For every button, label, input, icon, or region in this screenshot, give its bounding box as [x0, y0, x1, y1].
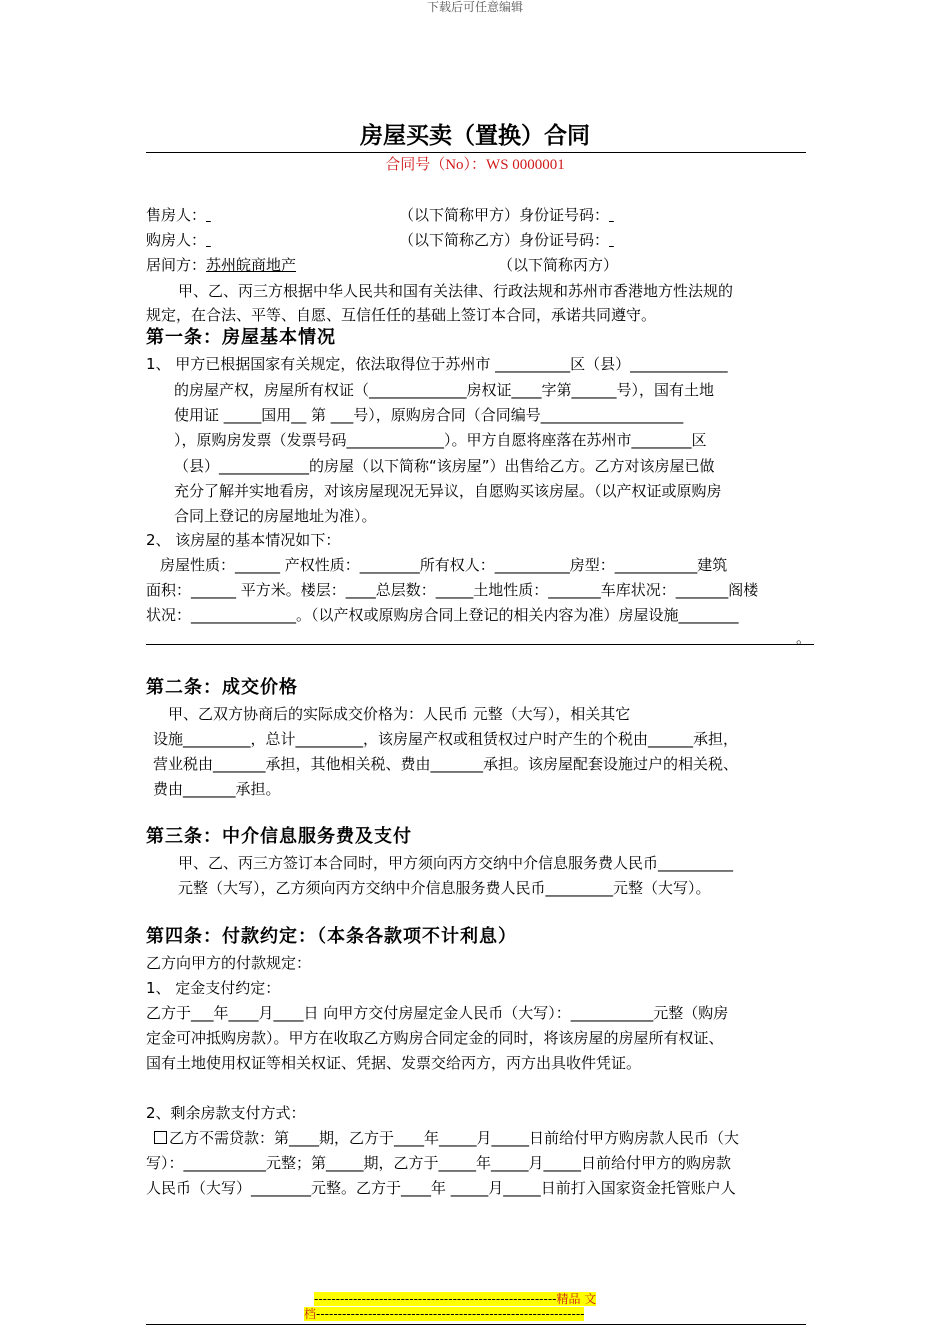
art1-line: 面积：______ 平方米。楼层：____总层数：_____土地性质：_______车库状况：_______阁楼	[146, 581, 759, 599]
art4-line: 人民币（大写）________元整。乙方于____年 _____月_____日前打入国家资金托管账户人	[146, 1179, 736, 1197]
art4-line: 2、剩余房款支付方式：	[146, 1104, 306, 1122]
art1-line: 1、 甲方已根据国家有关规定，依法取得位于苏州市 __________区（县）_____________	[146, 355, 728, 373]
buyer-id-field	[609, 230, 769, 250]
art4-line: 写）：___________元整；第_____期，乙方于_____年_____月_____日前给付甲方的购房款	[146, 1154, 732, 1172]
art1-line: 2、 该房屋的基本情况如下：	[146, 531, 341, 549]
footer-highlight-1: --------------------------------------------------------精品 文	[314, 1292, 597, 1306]
seller-line: 售房人： （以下简称甲方）身份证号码：	[146, 205, 769, 225]
art1-line: 房屋性质：______ 产权性质：________所有权人：__________房型：___________建筑	[160, 556, 728, 574]
intro-line-2: 规定，在合法、平等、自愿、互信任任的基础上签订本合同，承诺共同遵守。	[146, 306, 657, 324]
art1-line-end: 。	[796, 629, 812, 647]
art1-line: 状况：______________。（以产权或原购房合同上登记的相关内容为准）房屋设施________	[146, 606, 739, 624]
art3-line: 甲、乙、丙三方签订本合同时，甲方须向丙方交纳中介信息服务费人民币__________	[178, 854, 734, 872]
art4-line: 定金可冲抵购房款）。甲方在收取乙方购房合同定金的同时，将该房屋的房屋所有权证、	[146, 1029, 724, 1047]
art1-line: 的房屋产权，房屋所有权证（_____________房权证____字第______号），国有土地	[174, 381, 715, 399]
facility-underline	[146, 644, 814, 645]
art1-line: 合同上登记的房屋地址为准）。	[174, 507, 377, 525]
article-4-title: 第四条：付款约定：（本条各款项不计利息）	[146, 926, 517, 947]
contract-number: 合同号（No）：WS 0000001	[385, 157, 565, 173]
art4-line: 乙方向甲方的付款规定：	[146, 954, 312, 972]
article-2-title: 第二条：成交价格	[146, 677, 298, 698]
header-note: 下载后可任意编辑	[426, 0, 523, 14]
footer-rule	[146, 1324, 806, 1325]
seller-id-field	[609, 205, 769, 225]
art1-line: 使用证 _____国用__ 第 ___号），原购房合同（合同编号___________________	[174, 406, 684, 424]
footer-highlight-2: 档--------------------------------------------------------------	[304, 1307, 585, 1321]
art2-line: 甲、乙双方协商后的实际成交价格为：人民币 元整（大写），相关其它	[168, 705, 631, 723]
art4-line: 乙方于___年____月____日 向甲方交付房屋定金人民币（大写）：___________元整（购房	[146, 1004, 729, 1022]
art2-line: 营业税由_______承担，其他相关税、费由_______承担。该房屋配套设施过户的相关税、	[153, 755, 739, 773]
article-1-title: 第一条：房屋基本情况	[146, 327, 336, 348]
agent-line: 居间方：苏州皖商地产 （以下简称丙方）	[146, 256, 619, 274]
art4-line: 1、 定金支付约定：	[146, 979, 281, 997]
intro-line-1: 甲、乙、丙三方根据中华人民共和国有关法律、行政法规和苏州市香港地方性法规的	[178, 282, 734, 300]
art3-line: 元整（大写），乙方须向丙方交纳中介信息服务费人民币_________元整（大写）。	[178, 879, 711, 897]
article-3-title: 第三条：中介信息服务费及支付	[146, 826, 412, 847]
buyer-line: 购房人： （以下简称乙方）身份证号码：	[146, 230, 769, 250]
art1-line: 充分了解并实地看房，对该房屋现况无异议，自愿购买该房屋。（以产权证或原购房	[174, 482, 722, 500]
no-loan-line: 乙方不需贷款：第____期，乙方于____年_____月_____日前给付甲方购房款人民币（大	[154, 1128, 739, 1148]
buyer-name-field	[206, 230, 399, 250]
document-title: 房屋买卖（置换）合同	[360, 122, 590, 149]
seller-name-field	[206, 205, 399, 225]
art1-line: （县）____________的房屋（以下简称“该房屋”）出售给乙方。乙方对该房屋已做	[174, 457, 715, 475]
art2-line: 费由_______承担。	[153, 780, 281, 798]
no-loan-checkbox[interactable]	[154, 1131, 167, 1144]
art4-line: 国有土地使用权证等相关权证、凭据、发票交给丙方，丙方出具收件凭证。	[146, 1054, 642, 1072]
art1-line: ），原购房发票（发票号码_____________）。甲方自愿将座落在苏州市________区	[174, 431, 707, 449]
agent-name-field: 苏州皖商地产	[206, 256, 297, 274]
art2-line: 设施_________，总计_________，该房屋产权或租赁权过户时产生的个税由______承担，	[153, 730, 739, 748]
title-rule	[146, 152, 806, 153]
